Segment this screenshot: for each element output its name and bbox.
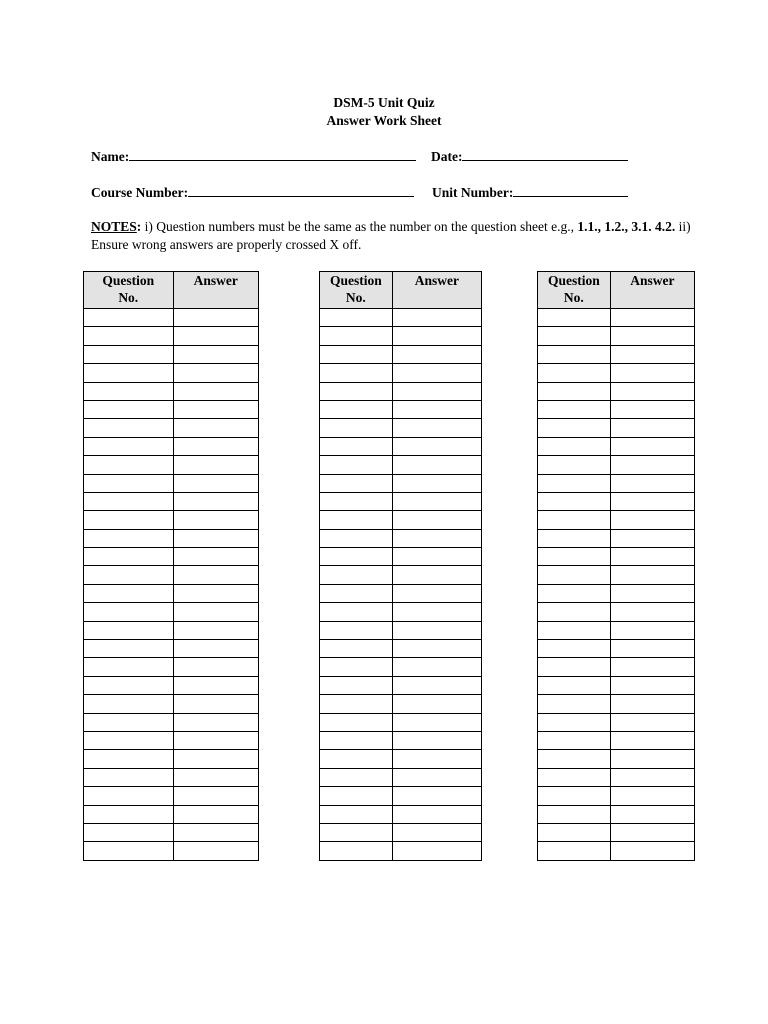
question-no-cell[interactable] <box>84 731 174 749</box>
table-row <box>84 823 259 841</box>
answer-cell[interactable] <box>610 437 694 455</box>
answer-cell[interactable] <box>173 309 258 327</box>
question-no-cell[interactable] <box>84 695 174 713</box>
answer-cell[interactable] <box>392 419 481 437</box>
table-row <box>320 511 482 529</box>
answer-cell[interactable] <box>392 695 481 713</box>
answer-cell[interactable] <box>392 382 481 400</box>
question-no-cell[interactable] <box>320 492 393 510</box>
table-row <box>538 529 695 547</box>
notes-text-2: ii) Ensure wrong answers are properly crossed X off. <box>91 219 691 252</box>
question-no-cell[interactable] <box>538 419 611 437</box>
answer-cell[interactable] <box>392 713 481 731</box>
table-row <box>84 713 259 731</box>
question-no-cell[interactable] <box>538 640 611 658</box>
table-row <box>320 529 482 547</box>
answer-cell[interactable] <box>392 364 481 382</box>
table-row <box>538 584 695 602</box>
table-row <box>538 419 695 437</box>
table-row <box>84 474 259 492</box>
table-row <box>538 787 695 805</box>
table-row <box>538 603 695 621</box>
question-no-cell[interactable] <box>84 400 174 418</box>
question-no-cell[interactable] <box>538 603 611 621</box>
question-no-cell[interactable] <box>538 584 611 602</box>
unit-number-blank[interactable] <box>513 184 628 197</box>
answer-cell[interactable] <box>610 640 694 658</box>
answer-cell[interactable] <box>173 492 258 510</box>
table-row <box>84 768 259 786</box>
question-no-cell[interactable] <box>320 768 393 786</box>
question-no-cell[interactable] <box>84 805 174 823</box>
answer-cell[interactable] <box>610 327 694 345</box>
table-row <box>320 400 482 418</box>
answer-cell[interactable] <box>392 566 481 584</box>
table-row <box>538 621 695 639</box>
table-row <box>538 382 695 400</box>
answer-cell[interactable] <box>173 400 258 418</box>
question-no-cell[interactable] <box>538 511 611 529</box>
question-no-cell[interactable] <box>538 768 611 786</box>
table-row <box>320 676 482 694</box>
question-no-cell[interactable] <box>320 474 393 492</box>
answer-cell[interactable] <box>392 621 481 639</box>
question-no-cell[interactable] <box>320 529 393 547</box>
table-row <box>84 805 259 823</box>
table-row <box>84 621 259 639</box>
answer-cell[interactable] <box>610 492 694 510</box>
question-no-cell[interactable] <box>320 823 393 841</box>
table-row <box>538 731 695 749</box>
table-row <box>320 327 482 345</box>
question-no-cell[interactable] <box>320 805 393 823</box>
question-no-cell[interactable] <box>538 750 611 768</box>
answer-cell[interactable] <box>173 345 258 363</box>
answer-cell[interactable] <box>610 658 694 676</box>
table-row <box>538 695 695 713</box>
question-no-cell[interactable] <box>320 713 393 731</box>
answer-cell[interactable] <box>173 529 258 547</box>
answer-cell[interactable] <box>173 823 258 841</box>
question-no-cell[interactable] <box>320 437 393 455</box>
question-no-cell[interactable] <box>320 676 393 694</box>
question-no-cell[interactable] <box>84 437 174 455</box>
answer-cell[interactable] <box>610 768 694 786</box>
question-no-cell[interactable] <box>538 695 611 713</box>
answer-cell[interactable] <box>392 529 481 547</box>
question-no-cell[interactable] <box>320 327 393 345</box>
question-no-cell[interactable] <box>320 640 393 658</box>
table-row <box>320 364 482 382</box>
answer-cell[interactable] <box>173 566 258 584</box>
notes <box>91 218 691 254</box>
answer-cell[interactable] <box>610 364 694 382</box>
table-row <box>320 437 482 455</box>
unit-number-field <box>432 184 628 201</box>
question-no-header: Question No. <box>84 272 174 309</box>
answer-cell[interactable] <box>610 511 694 529</box>
answer-cell[interactable] <box>610 676 694 694</box>
answer-cell[interactable] <box>173 511 258 529</box>
question-no-cell[interactable] <box>538 529 611 547</box>
answer-cell[interactable] <box>173 621 258 639</box>
question-no-cell[interactable] <box>538 437 611 455</box>
course-number-field <box>91 184 414 201</box>
table-row <box>84 676 259 694</box>
question-no-cell[interactable] <box>320 584 393 602</box>
question-no-cell[interactable] <box>84 474 174 492</box>
table-row <box>84 382 259 400</box>
answer-cell[interactable] <box>392 437 481 455</box>
question-no-cell[interactable] <box>538 345 611 363</box>
table-row <box>84 437 259 455</box>
question-no-cell[interactable] <box>538 621 611 639</box>
answer-cell[interactable] <box>392 327 481 345</box>
question-no-cell[interactable] <box>84 713 174 731</box>
unit-number-label: Unit Number: <box>432 185 514 200</box>
table-row <box>84 566 259 584</box>
table-row <box>538 511 695 529</box>
table-row <box>320 584 482 602</box>
answer-cell[interactable] <box>392 805 481 823</box>
answer-cell[interactable] <box>392 474 481 492</box>
table-row <box>320 456 482 474</box>
table-row <box>538 364 695 382</box>
question-no-cell[interactable] <box>538 676 611 694</box>
answer-cell[interactable] <box>392 750 481 768</box>
table-row <box>538 327 695 345</box>
question-no-cell[interactable] <box>84 345 174 363</box>
question-no-cell[interactable] <box>84 787 174 805</box>
answer-table-1 <box>83 271 259 861</box>
answer-cell[interactable] <box>173 640 258 658</box>
question-no-cell[interactable] <box>538 364 611 382</box>
answer-cell[interactable] <box>173 731 258 749</box>
answer-header: Answer <box>392 272 481 309</box>
name-field <box>91 148 416 165</box>
question-no-cell[interactable] <box>84 382 174 400</box>
question-no-cell[interactable] <box>84 511 174 529</box>
table-row <box>320 823 482 841</box>
answer-cell[interactable] <box>173 382 258 400</box>
table-row <box>320 695 482 713</box>
question-no-cell[interactable] <box>538 327 611 345</box>
answer-cell[interactable] <box>610 621 694 639</box>
table-row <box>320 640 482 658</box>
question-no-cell[interactable] <box>538 731 611 749</box>
notes-label: NOTES <box>91 219 137 234</box>
question-no-cell[interactable] <box>320 511 393 529</box>
question-no-cell[interactable] <box>538 382 611 400</box>
question-no-cell[interactable] <box>320 750 393 768</box>
question-no-cell[interactable] <box>320 419 393 437</box>
answer-cell[interactable] <box>173 474 258 492</box>
table-row <box>320 750 482 768</box>
answer-cell[interactable] <box>392 548 481 566</box>
answer-cell[interactable] <box>610 805 694 823</box>
question-no-header: Question No. <box>320 272 393 309</box>
table-row <box>320 474 482 492</box>
answer-cell[interactable] <box>610 309 694 327</box>
answer-cell[interactable] <box>610 529 694 547</box>
question-no-cell[interactable] <box>84 842 174 860</box>
answer-cell[interactable] <box>610 345 694 363</box>
table-row <box>538 400 695 418</box>
question-no-cell[interactable] <box>84 419 174 437</box>
question-no-cell[interactable] <box>320 548 393 566</box>
question-no-cell[interactable] <box>84 621 174 639</box>
table-row <box>320 492 482 510</box>
question-no-cell[interactable] <box>538 842 611 860</box>
table-row <box>320 768 482 786</box>
question-no-cell[interactable] <box>320 345 393 363</box>
question-no-cell[interactable] <box>84 750 174 768</box>
table-row <box>538 548 695 566</box>
answer-cell[interactable] <box>173 456 258 474</box>
table-row <box>538 492 695 510</box>
table-row <box>320 419 482 437</box>
course-number-blank[interactable] <box>188 184 414 197</box>
question-no-cell[interactable] <box>538 474 611 492</box>
answer-cell[interactable] <box>392 640 481 658</box>
table-row <box>84 345 259 363</box>
table-row <box>84 400 259 418</box>
question-no-cell[interactable] <box>320 842 393 860</box>
answer-cell[interactable] <box>392 658 481 676</box>
table-row <box>84 750 259 768</box>
table-row <box>538 309 695 327</box>
answer-cell[interactable] <box>392 823 481 841</box>
question-no-cell[interactable] <box>538 805 611 823</box>
answer-cell[interactable] <box>610 787 694 805</box>
date-blank[interactable] <box>462 148 628 161</box>
table-row <box>538 823 695 841</box>
table-row <box>320 805 482 823</box>
question-no-cell[interactable] <box>320 382 393 400</box>
answer-cell[interactable] <box>392 842 481 860</box>
question-no-cell[interactable] <box>84 309 174 327</box>
question-no-cell[interactable] <box>84 364 174 382</box>
table-row <box>538 640 695 658</box>
answer-cell[interactable] <box>610 731 694 749</box>
question-no-cell[interactable] <box>538 309 611 327</box>
table-row <box>538 768 695 786</box>
answer-cell[interactable] <box>173 787 258 805</box>
table-row <box>538 345 695 363</box>
table-row <box>84 548 259 566</box>
table-row <box>538 842 695 860</box>
answer-cell[interactable] <box>610 603 694 621</box>
table-row <box>84 658 259 676</box>
table-row <box>320 787 482 805</box>
table-row <box>538 658 695 676</box>
answer-cell[interactable] <box>610 382 694 400</box>
question-no-cell[interactable] <box>320 309 393 327</box>
question-no-cell[interactable] <box>320 603 393 621</box>
answer-header: Answer <box>173 272 258 309</box>
question-no-cell[interactable] <box>84 548 174 566</box>
answer-cell[interactable] <box>610 713 694 731</box>
answer-cell[interactable] <box>392 511 481 529</box>
table-row <box>320 548 482 566</box>
answer-cell[interactable] <box>392 492 481 510</box>
answer-cell[interactable] <box>392 676 481 694</box>
table-row <box>320 621 482 639</box>
answer-cell[interactable] <box>392 345 481 363</box>
answer-cell[interactable] <box>173 713 258 731</box>
answer-cell[interactable] <box>610 695 694 713</box>
question-no-cell[interactable] <box>84 456 174 474</box>
table-row <box>320 566 482 584</box>
notes-example: 1.1., 1.2., 3.1. 4.2. <box>577 219 676 234</box>
answer-cell[interactable] <box>392 787 481 805</box>
page-title: DSM-5 Unit Quiz <box>333 95 435 110</box>
answer-cell[interactable] <box>392 731 481 749</box>
table-row <box>84 695 259 713</box>
answer-cell[interactable] <box>392 309 481 327</box>
answer-cell[interactable] <box>610 823 694 841</box>
answer-cell[interactable] <box>173 419 258 437</box>
answer-cell[interactable] <box>173 437 258 455</box>
table-row <box>538 713 695 731</box>
table-row <box>84 492 259 510</box>
answer-cell[interactable] <box>173 327 258 345</box>
table-row <box>538 805 695 823</box>
question-no-cell[interactable] <box>320 695 393 713</box>
table-row <box>84 529 259 547</box>
table-row <box>84 640 259 658</box>
question-no-cell[interactable] <box>538 566 611 584</box>
question-no-cell[interactable] <box>538 713 611 731</box>
answer-cell[interactable] <box>173 658 258 676</box>
question-no-cell[interactable] <box>538 787 611 805</box>
table-row <box>320 658 482 676</box>
question-no-cell[interactable] <box>84 658 174 676</box>
table-row <box>538 676 695 694</box>
answer-cell[interactable] <box>610 842 694 860</box>
table-row <box>84 731 259 749</box>
question-no-cell[interactable] <box>320 456 393 474</box>
question-no-cell[interactable] <box>320 400 393 418</box>
question-no-cell[interactable] <box>320 658 393 676</box>
answer-cell[interactable] <box>392 768 481 786</box>
answer-cell[interactable] <box>392 456 481 474</box>
table-row <box>84 603 259 621</box>
table-row <box>84 511 259 529</box>
table-row <box>84 456 259 474</box>
answer-cell[interactable] <box>173 750 258 768</box>
question-no-cell[interactable] <box>538 548 611 566</box>
table-row <box>320 713 482 731</box>
answer-cell[interactable] <box>610 419 694 437</box>
question-no-cell[interactable] <box>84 327 174 345</box>
question-no-cell[interactable] <box>84 566 174 584</box>
question-no-cell[interactable] <box>84 768 174 786</box>
answer-table-3 <box>537 271 695 861</box>
table-row <box>84 584 259 602</box>
answer-cell[interactable] <box>173 676 258 694</box>
table-row <box>538 474 695 492</box>
answer-cell[interactable] <box>392 584 481 602</box>
table-row <box>538 456 695 474</box>
course-number-label: Course Number: <box>91 185 189 200</box>
question-no-header: Question No. <box>538 272 611 309</box>
page-subtitle: Answer Work Sheet <box>326 113 442 128</box>
question-no-cell[interactable] <box>538 823 611 841</box>
table-row <box>538 566 695 584</box>
notes-colon: : <box>136 219 142 234</box>
answer-cell[interactable] <box>173 805 258 823</box>
table-row <box>84 309 259 327</box>
answer-cell[interactable] <box>173 548 258 566</box>
question-no-cell[interactable] <box>538 456 611 474</box>
name-label: Name: <box>91 149 130 164</box>
question-no-cell[interactable] <box>320 787 393 805</box>
question-no-cell[interactable] <box>538 492 611 510</box>
answer-cell[interactable] <box>610 750 694 768</box>
table-row <box>84 842 259 860</box>
answer-cell[interactable] <box>392 400 481 418</box>
date-label: Date: <box>431 149 463 164</box>
table-row <box>538 437 695 455</box>
table-row <box>84 419 259 437</box>
answer-cell[interactable] <box>610 584 694 602</box>
answer-cell[interactable] <box>610 400 694 418</box>
table-row <box>320 382 482 400</box>
table-row <box>320 731 482 749</box>
answer-cell[interactable] <box>173 584 258 602</box>
question-no-cell[interactable] <box>84 676 174 694</box>
question-no-cell[interactable] <box>538 400 611 418</box>
answer-cell[interactable] <box>610 456 694 474</box>
question-no-cell[interactable] <box>84 640 174 658</box>
answer-cell[interactable] <box>173 842 258 860</box>
table-row <box>320 603 482 621</box>
table-row <box>320 345 482 363</box>
answer-cell[interactable] <box>173 768 258 786</box>
question-no-cell[interactable] <box>84 492 174 510</box>
table-row <box>84 787 259 805</box>
question-no-cell[interactable] <box>320 364 393 382</box>
answer-cell[interactable] <box>173 695 258 713</box>
question-no-cell[interactable] <box>84 529 174 547</box>
answer-header: Answer <box>610 272 694 309</box>
table-row <box>84 364 259 382</box>
date-field <box>431 148 628 165</box>
answer-cell[interactable] <box>610 566 694 584</box>
question-no-cell[interactable] <box>84 584 174 602</box>
answer-cell[interactable] <box>173 364 258 382</box>
answer-cell[interactable] <box>610 548 694 566</box>
question-no-cell[interactable] <box>84 823 174 841</box>
question-no-cell[interactable] <box>84 603 174 621</box>
notes-text-1: i) Question numbers must be the same as the number on the question sheet e.g., <box>141 219 578 234</box>
question-no-cell[interactable] <box>320 566 393 584</box>
table-row <box>84 327 259 345</box>
answer-cell[interactable] <box>392 603 481 621</box>
table-row <box>320 842 482 860</box>
table-row <box>320 309 482 327</box>
answer-cell[interactable] <box>173 603 258 621</box>
answer-table-2 <box>319 271 482 861</box>
question-no-cell[interactable] <box>320 731 393 749</box>
question-no-cell[interactable] <box>538 658 611 676</box>
table-row <box>538 750 695 768</box>
question-no-cell[interactable] <box>320 621 393 639</box>
name-blank[interactable] <box>129 148 416 161</box>
answer-cell[interactable] <box>610 474 694 492</box>
